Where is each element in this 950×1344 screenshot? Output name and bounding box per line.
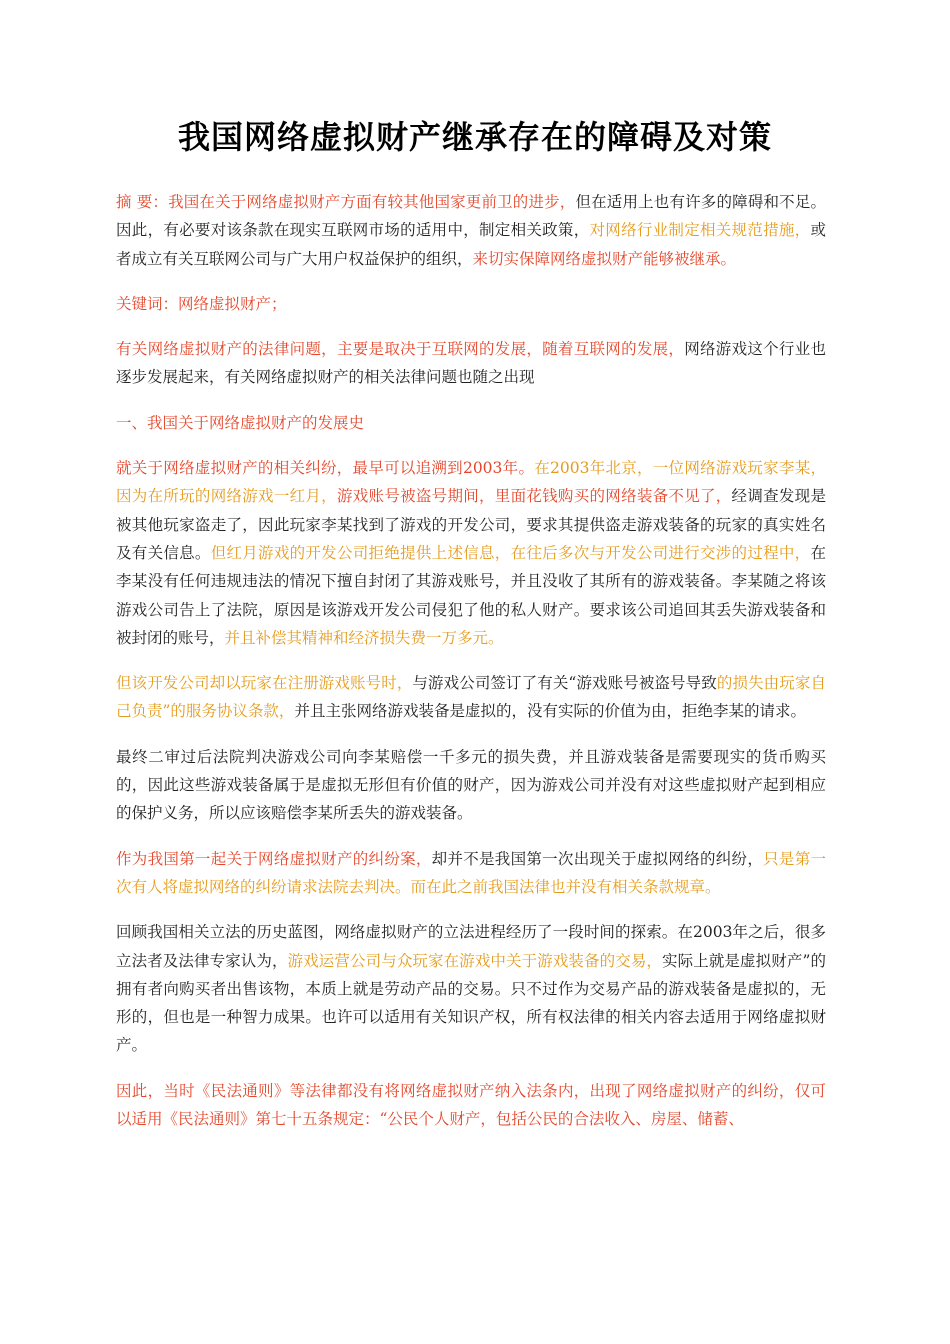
text-segment: 关键词：网络虚拟财产；	[116, 294, 287, 313]
text-segment: 的损失由玩家自己负责”的服务协议条款，	[116, 674, 826, 721]
text-segment: 在2003年北京，一位网络游戏玩家李某，因为在所玩的网络游戏一红月，	[116, 459, 826, 506]
paragraph-p-agreement	[116, 669, 826, 726]
paragraph-keywords	[116, 290, 826, 318]
text-segment: 并且补偿其精神和经济损失费一万多元。	[224, 628, 504, 647]
text-segment: 最终二审过后法院判决游戏公司向李某赔偿一千多元的损失费，并且游戏装备是需要现实的货币购买的，因此这些游戏装备属于是虚拟无形但有价值的财产，因为游戏公司并没有对这些虚拟财产起到相应的保护义务，所以应该赔偿李某所丢失的游戏装备。	[116, 747, 826, 823]
text-segment: 对网络行业制定相关规范措施，	[589, 221, 811, 240]
text-segment: 经调查发现是被其他玩家盗走了，因此玩家李某找到了游戏的开发公司，要求其提供盗走游戏装备的玩家的真实姓名及有关信息。	[116, 487, 826, 562]
text-segment: 却并不是我国第一次出现关于虚拟网络的纠纷，	[431, 849, 764, 868]
text-segment: 在李某没有任何违规违法的情况下擅自封闭了其游戏账号，并且没收了其所有的游戏装备。李某随之将该游戏公司告上了法院，原因是该游戏开发公司侵犯了他的私人财产。要求该公司追回其丢失游戏装备和被封闭的账号，	[116, 543, 826, 647]
text-segment: 实际上就是虚拟财产”的拥有者向购买者出售该物，本质上就是劳动产品的交易。只不过作为交易产品的游戏装备是虚拟的，无形的，但也是一种智力成果。也许可以适用有关知识产权，所有权法律的相关内容去适用于网络虚拟财产。	[116, 951, 826, 1055]
text-segment: 回顾我国相关立法的历史蓝图，网络虚拟财产的立法进程经历了一段时间的探索。在2003年之后，很多立法者及法律专家认为，	[116, 923, 826, 970]
paragraph-p-first-case	[116, 845, 826, 902]
paragraph-intro	[116, 335, 826, 392]
text-segment: 网络游戏这个行业也逐步发展起来，有关网络虚拟财产的相关法律问题也随之出现	[116, 340, 826, 387]
text-segment: 游戏运营公司与众玩家在游戏中关于游戏装备的交易，	[287, 951, 663, 970]
text-segment: 一、我国关于网络虚拟财产的发展史	[116, 413, 365, 432]
text-segment: 但在适用上也有许多的障碍和不足。因此，有必要对该条款在现实互联网市场的适用中，制定相关政策，	[116, 193, 826, 240]
text-segment: 只是第一次有人将虚拟网络的纠纷请求法院去判决。而在此之前我国法律也并没有相关条款规章。	[116, 849, 826, 896]
text-segment: 就关于网络虚拟财产的相关纠纷，最早可以追溯到2003年。	[116, 459, 535, 478]
text-segment: 有关网络虚拟财产的法律问题，主要是取决于互联网的发展，随着互联网的发展，	[116, 340, 685, 359]
text-segment: 并且主张网络游戏装备是虚拟的，没有实际的价值为由，拒绝李某的请求。	[294, 702, 806, 721]
paragraph-p-history	[116, 454, 826, 652]
text-segment: 作为我国第一起关于网络虚拟财产的纠纷案，	[116, 849, 432, 868]
text-segment: 来切实保障网络虚拟财产能够被继承。	[472, 249, 737, 268]
text-segment: 但红月游戏的开发公司拒绝提供上述信息，在往后多次与开发公司进行交涉的过程中，	[210, 543, 811, 562]
paragraph-abstract	[116, 188, 826, 273]
text-segment: 但该开发公司却以玩家在注册游戏账号时，	[116, 674, 413, 693]
paragraph-heading-1	[116, 409, 826, 437]
text-segment: 摘 要：我国在关于网络虚拟财产方面有较其他国家更前卫的进步，	[116, 193, 576, 211]
text-segment: 或者成立有关互联网公司与广大用户权益保护的组织，	[116, 221, 826, 268]
text-segment: 游戏账号被盗号期间，里面花钱购买的网络装备不见了，	[336, 487, 732, 506]
paragraph-p-civil-law	[116, 1077, 826, 1134]
paragraph-p-ruling	[116, 743, 826, 828]
document-title: 我国网络虚拟财产继承存在的障碍及对策	[177, 118, 772, 156]
document-body	[116, 188, 826, 1150]
text-segment: 与游戏公司签订了有关“游戏账号被盗号导致	[412, 674, 717, 693]
text-segment: 因此，当时《民法通则》等法律都没有将网络虚拟财产纳入法条内，出现了网络虚拟财产的纠纷，仅可以适用《民法通则》第七十五条规定：“公民个人财产，包括公民的合法收入、房屋、储蓄、	[116, 1081, 826, 1129]
paragraph-p-legislation	[116, 918, 826, 1059]
